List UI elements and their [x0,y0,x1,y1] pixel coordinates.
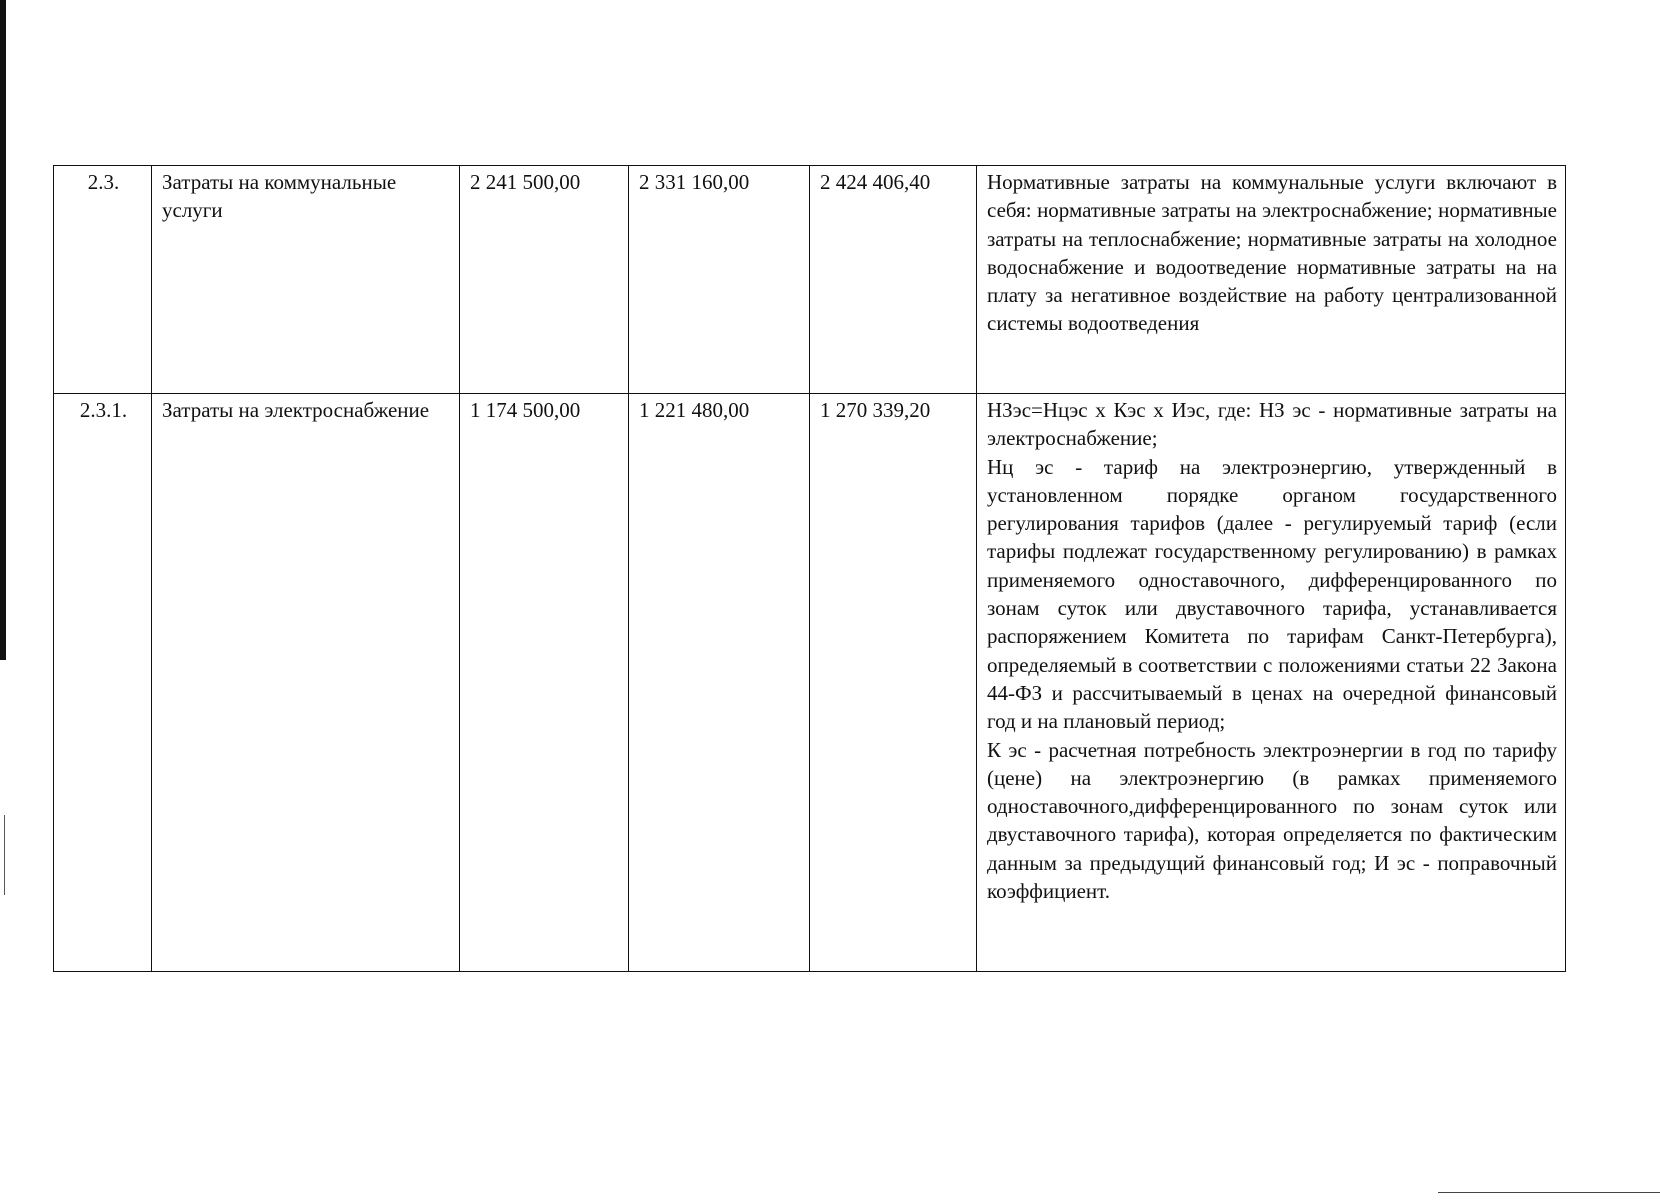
value-year-3: 2 424 406,40 [810,166,977,394]
row-name: Затраты на электроснабжение [152,394,460,972]
description-paragraph: Нормативные затраты на коммунальные услуги включают в себя: нормативные затраты на электроснабжение; нормативные затраты на теплоснабжение; нормативные затраты на холодное водоснабжение и водоотведение нормативные затраты на на плату за негативное воздействие на работу централизованной системы водоотведения [987,170,1557,336]
row-description [977,394,1566,972]
table-row [54,394,1566,972]
row-number: 2.3. [54,166,152,394]
value-year-1: 2 241 500,00 [460,166,629,394]
scan-bottom-line [1438,1192,1660,1193]
value-year-2: 2 331 160,00 [629,166,810,394]
cost-table [53,165,1566,972]
scan-left-edge [0,0,6,660]
value-year-2: 1 221 480,00 [629,394,810,972]
row-number: 2.3.1. [54,394,152,972]
description-paragraph: НЗэс=Нцэс х Кэс х Иэс, где: НЗ эс - нормативные затраты на электроснабжение; [987,398,1557,451]
table-row [54,166,1566,394]
row-description [977,166,1566,394]
scan-margin-mark [4,815,5,895]
value-year-3: 1 270 339,20 [810,394,977,972]
description-paragraph: К эс - расчетная потребность электроэнергии в год по тарифу (цене) на электроэнергию (в рамках применяемого одноставочного,дифференцированного по зонам суток или двуставочного тарифа), которая определяется по фактическим данным за предыдущий финансовый год; И эс - поправочный коэффициент. [987,737,1557,904]
description-paragraph: Нц эс - тариф на электроэнергию, утвержденный в установленном порядке органом государственного регулирования тарифов (далее - регулируемый тариф (если тарифы подлежат государственному регулированию) в рамках применяемого одноставочного, дифференцированного по зонам суток или двуставочного тарифа, устанавливается распоряжением Комитета по тарифам Санкт-Петербурга), определяемый в соответствии с положениями статьи 22 Закона 44-ФЗ и рассчитываемый в ценах на очередной финансовый год и на плановый период; [987,454,1557,734]
value-year-1: 1 174 500,00 [460,394,629,972]
row-name: Затраты на коммунальные услуги [152,166,460,394]
